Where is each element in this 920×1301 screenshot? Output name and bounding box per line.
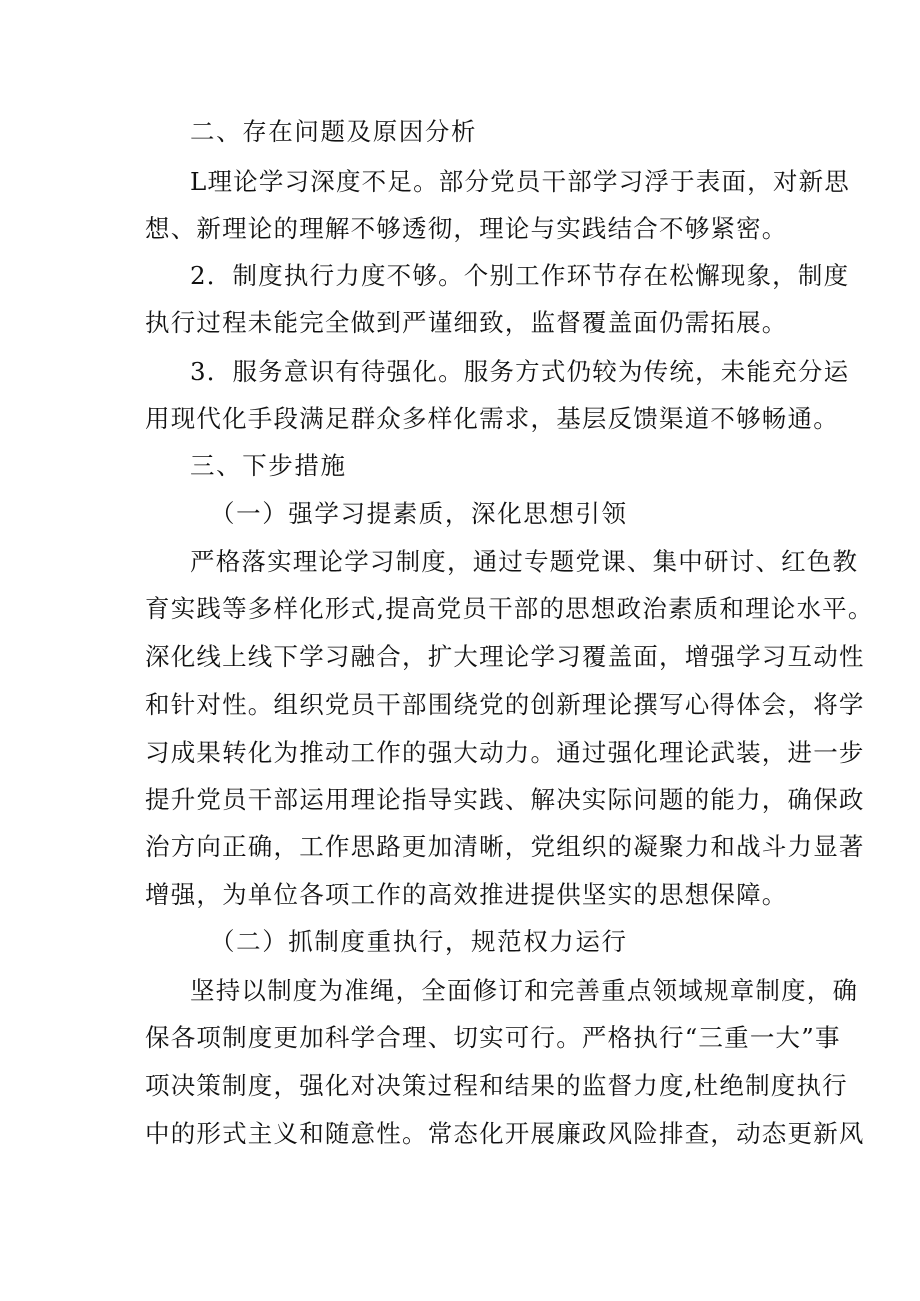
- paragraph-line: L理论学习深度不足。部分党员干部学习浮于表面，对新思: [190, 167, 850, 196]
- paragraph-line: 保各项制度更加科学合理、切实可行。严格执行“三重一大”事: [145, 1023, 841, 1052]
- paragraph-line: 用现代化手段满足群众多样化需求，基层反馈渠道不够畅通。: [145, 404, 839, 433]
- paragraph-line: 中的形式主义和随意性。常态化开展廉政风险排查，动态更新风: [145, 1119, 865, 1148]
- paragraph-line: 育实践等多样化形式,提高党员干部的思想政治素质和理论水平。: [145, 594, 874, 623]
- paragraph-line: 想、新理论的理解不够透彻，理论与实践结合不够紧密。: [145, 214, 788, 243]
- paragraph-line: 深化线上线下学习融合，扩大理论学习覆盖面，增强学习互动性: [145, 642, 865, 671]
- paragraph-line: 增强，为单位各项工作的高效推进提供坚实的思想保障。: [145, 880, 788, 909]
- paragraph-line: 执行过程未能完全做到严谨细致，监督覆盖面仍需拓展。: [145, 308, 788, 337]
- subsection-heading-study: （一）强学习提素质，深化思想引领: [210, 499, 628, 528]
- paragraph-line: 项决策制度，强化对决策过程和结果的监督力度,杜绝制度执行: [145, 1071, 848, 1100]
- paragraph-line: 坚持以制度为准绳，全面修订和完善重点领域规章制度，确: [190, 976, 859, 1005]
- paragraph-line: 和针对性。组织党员干部围绕党的创新理论撰写心得体会，将学: [145, 690, 865, 719]
- paragraph-line: 2．制度执行力度不够。个别工作环节存在松懈现象，制度: [190, 261, 850, 290]
- paragraph-line: 习成果转化为推动工作的强大动力。通过强化理论武装，进一步: [145, 738, 865, 767]
- section-heading-measures: 三、下步措施: [190, 451, 347, 480]
- paragraph-line: 3．服务意识有待强化。服务方式仍较为传统，未能充分运: [190, 357, 850, 386]
- section-heading-problems: 二、存在问题及原因分析: [190, 117, 478, 146]
- paragraph-line: 治方向正确，工作思路更加清晰，党组织的凝聚力和战斗力显著: [145, 832, 865, 861]
- paragraph-line: 提升党员干部运用理论指导实践、解决实际问题的能力，确保政: [145, 785, 865, 814]
- paragraph-line: 严格落实理论学习制度，通过专题党课、集中研讨、红色教: [190, 547, 859, 576]
- subsection-heading-system: （二）抓制度重执行，规范权力运行: [210, 927, 628, 956]
